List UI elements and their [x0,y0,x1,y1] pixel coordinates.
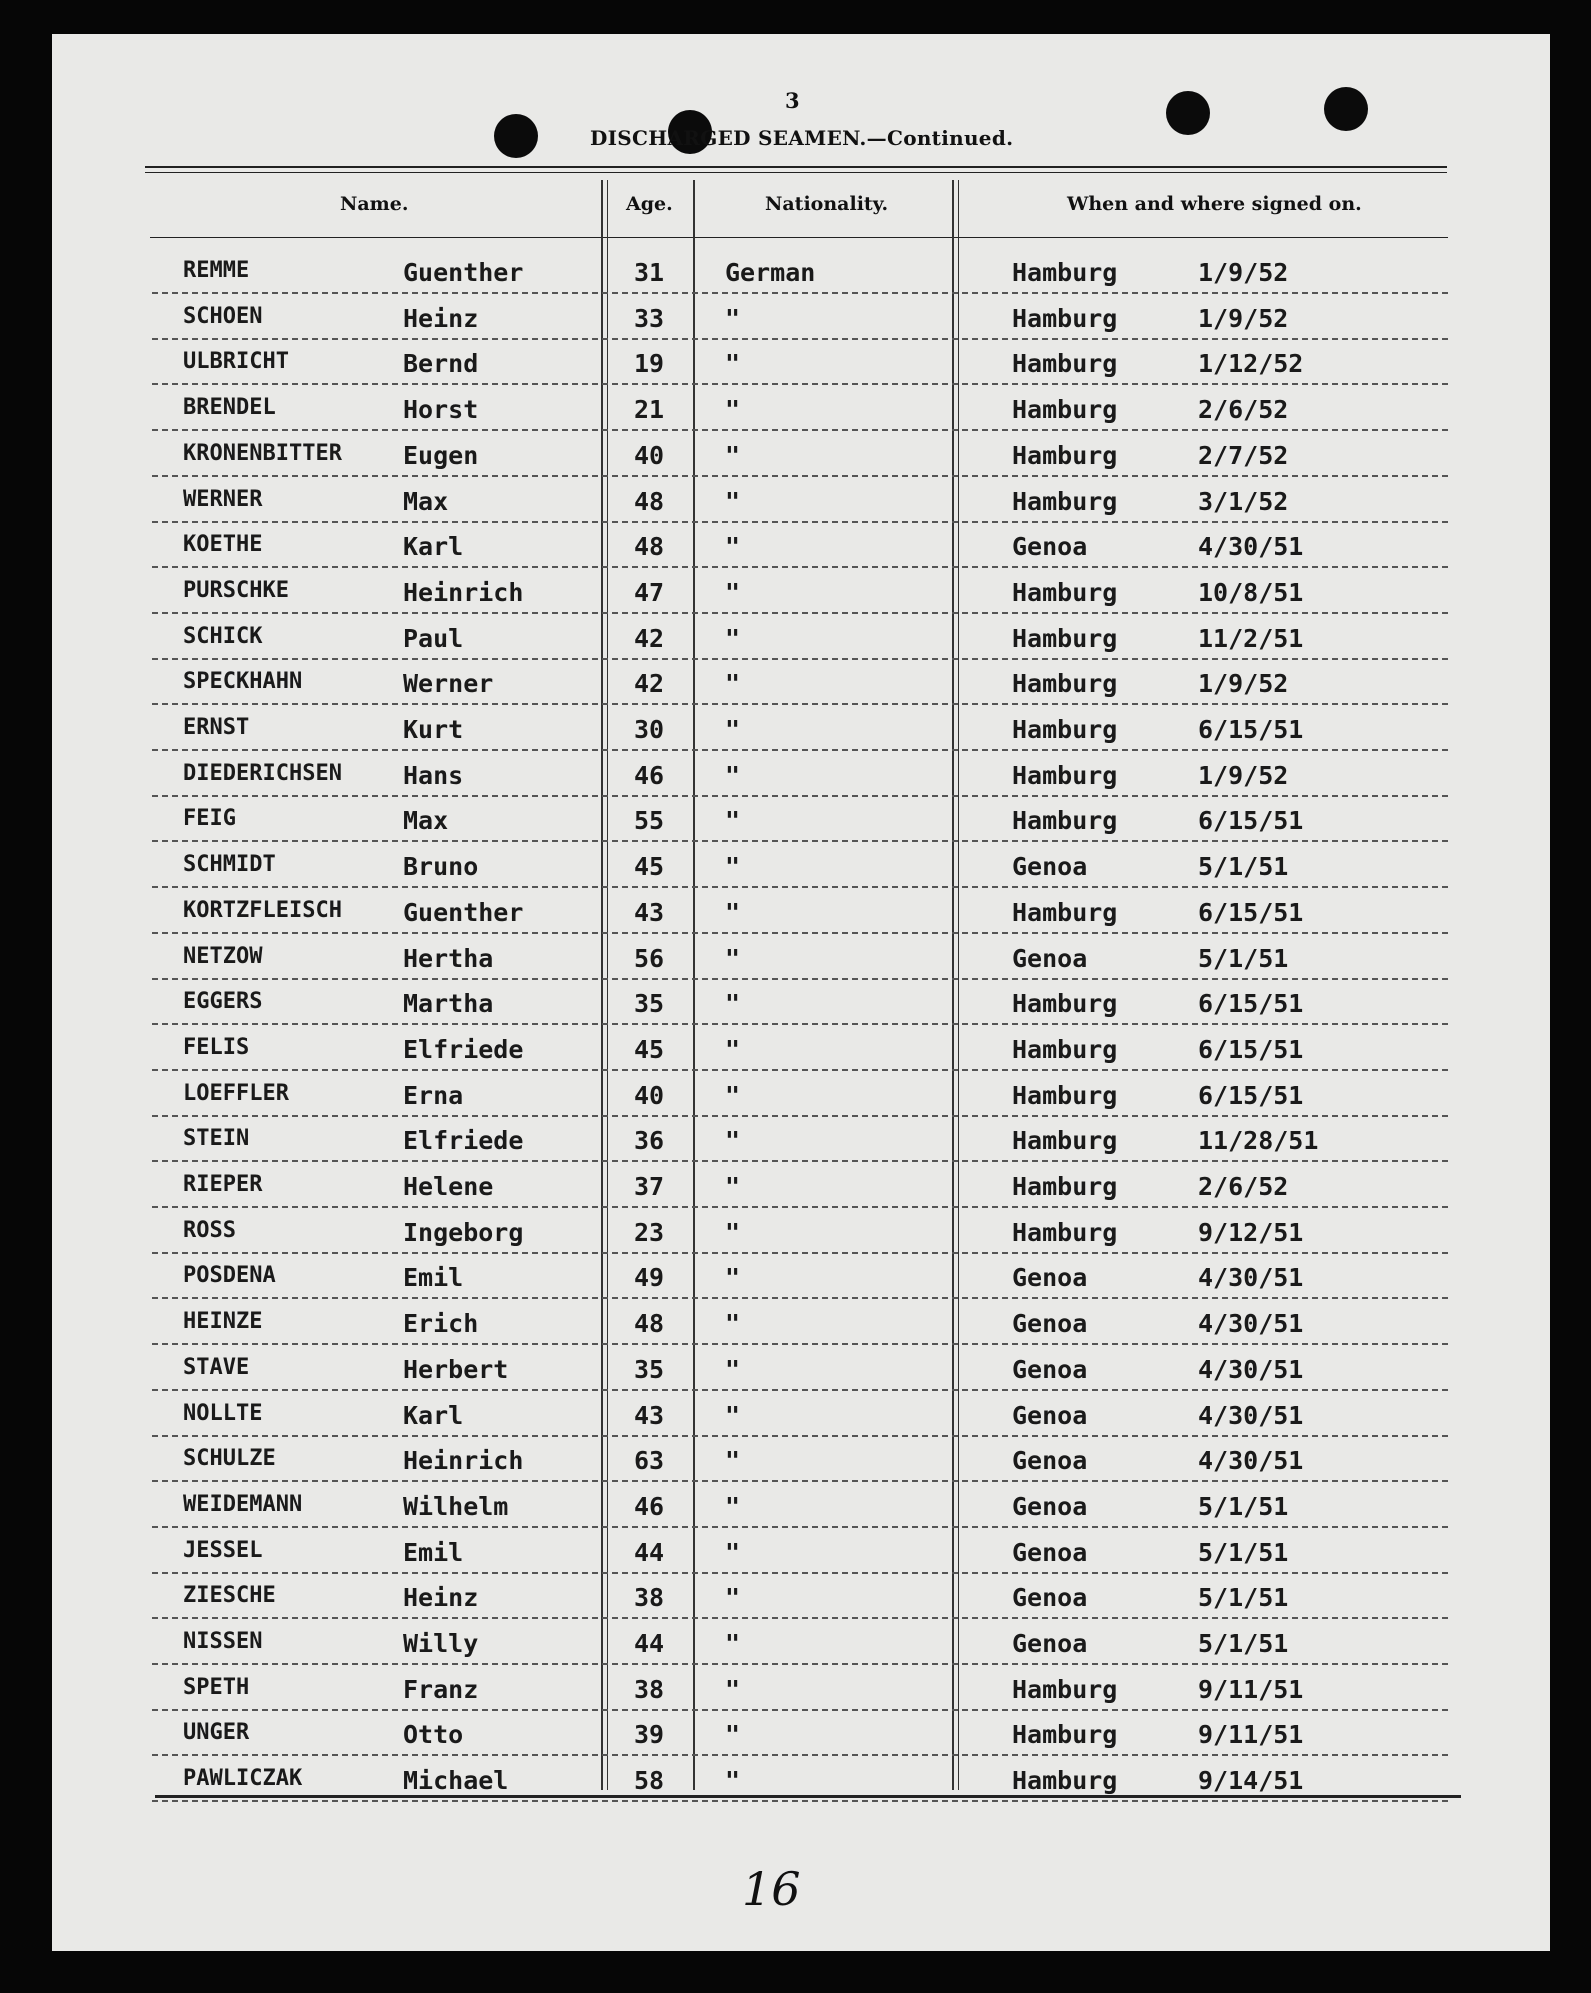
surname-cell: BRENDEL [183,395,276,420]
date-cell: 6/15/51 [1198,715,1304,744]
table-row [0,1484,1591,1530]
age-cell: 58 [634,1766,665,1795]
given-name-cell: Otto [403,1720,464,1749]
port-cell: Hamburg [1012,1035,1118,1064]
given-name-cell: Willy [403,1629,479,1658]
dashed-row-line [152,1663,1448,1665]
dashed-row-line [152,658,1448,660]
given-name-cell: Wilhelm [403,1492,509,1521]
age-cell: 56 [634,944,665,973]
dashed-row-line [152,612,1448,614]
given-name-cell: Bernd [403,349,479,378]
dashed-row-line [152,886,1448,888]
nationality-cell: " [725,349,741,378]
port-cell: Hamburg [1012,624,1118,653]
surname-cell: NETZOW [183,944,263,969]
given-name-cell: Franz [403,1675,479,1704]
given-name-cell: Erich [403,1309,479,1338]
surname-cell: KORTZFLEISCH [183,898,342,923]
dashed-row-line [152,932,1448,934]
column-header-age: Age. [626,193,673,215]
dashed-row-line [152,1160,1448,1162]
table-row [0,387,1591,433]
date-cell: 5/1/51 [1198,852,1289,881]
given-name-cell: Helene [403,1172,494,1201]
age-cell: 43 [634,1401,665,1430]
given-name-cell: Hans [403,761,464,790]
date-cell: 9/14/51 [1198,1766,1304,1795]
port-cell: Genoa [1012,1583,1088,1612]
nationality-cell: " [725,1492,741,1521]
header-rule [145,166,1447,168]
dashed-row-line [152,1115,1448,1117]
dashed-row-line [152,521,1448,523]
given-name-cell: Guenther [403,898,524,927]
column-header-nationality: Nationality. [765,193,889,215]
table-row [0,798,1591,844]
table-row [0,1347,1591,1393]
port-cell: Hamburg [1012,1218,1118,1247]
surname-cell: STEIN [183,1126,250,1151]
given-name-cell: Emil [403,1538,464,1567]
age-cell: 47 [634,578,665,607]
dashed-row-line [152,749,1448,751]
surname-cell: HEINZE [183,1309,263,1334]
nationality-cell: " [725,669,741,698]
port-cell: Genoa [1012,1309,1088,1338]
date-cell: 9/11/51 [1198,1675,1304,1704]
column-header-rule [150,237,1448,238]
surname-cell: FELIS [183,1035,250,1060]
dashed-row-line [152,1754,1448,1756]
date-cell: 6/15/51 [1198,1081,1304,1110]
date-cell: 1/9/52 [1198,304,1289,333]
age-cell: 38 [634,1675,665,1704]
surname-cell: EGGERS [183,989,263,1014]
punch-hole [1324,87,1368,131]
dashed-row-line [152,1297,1448,1299]
port-cell: Hamburg [1012,1172,1118,1201]
date-cell: 5/1/51 [1198,1583,1289,1612]
date-cell: 1/9/52 [1198,669,1289,698]
nationality-cell: " [725,1629,741,1658]
date-cell: 4/30/51 [1198,1355,1304,1384]
age-cell: 35 [634,989,665,1018]
port-cell: Hamburg [1012,1720,1118,1749]
age-cell: 33 [634,304,665,333]
date-cell: 1/9/52 [1198,258,1289,287]
surname-cell: ROSS [183,1218,236,1243]
date-cell: 11/2/51 [1198,624,1304,653]
table-row [0,524,1591,570]
dashed-row-line [152,1389,1448,1391]
surname-cell: RIEPER [183,1172,263,1197]
age-cell: 42 [634,624,665,653]
nationality-cell: " [725,532,741,561]
nationality-cell: " [725,487,741,516]
surname-cell: PURSCHKE [183,578,289,603]
given-name-cell: Martha [403,989,494,1018]
port-cell: Genoa [1012,1355,1088,1384]
date-cell: 1/9/52 [1198,761,1289,790]
table-row [0,1073,1591,1119]
surname-cell: SCHICK [183,624,263,649]
age-cell: 42 [634,669,665,698]
age-cell: 35 [634,1355,665,1384]
dashed-row-line [152,1480,1448,1482]
nationality-cell: " [725,1401,741,1430]
nationality-cell: " [725,578,741,607]
table-row [0,1255,1591,1301]
nationality-cell: " [725,304,741,333]
given-name-cell: Elfriede [403,1035,524,1064]
port-cell: Genoa [1012,1263,1088,1292]
age-cell: 46 [634,1492,665,1521]
table-row [0,250,1591,296]
given-name-cell: Herbert [403,1355,509,1384]
port-cell: Genoa [1012,1492,1088,1521]
table-row [0,1118,1591,1164]
table-row [0,341,1591,387]
age-cell: 46 [634,761,665,790]
surname-cell: JESSEL [183,1538,263,1563]
nationality-cell: German [725,258,816,287]
given-name-cell: Bruno [403,852,479,881]
dashed-row-line [152,1023,1448,1025]
date-cell: 4/30/51 [1198,1309,1304,1338]
surname-cell: DIEDERICHSEN [183,761,342,786]
age-cell: 44 [634,1629,665,1658]
age-cell: 40 [634,441,665,470]
date-cell: 6/15/51 [1198,989,1304,1018]
age-cell: 55 [634,806,665,835]
surname-cell: FEIG [183,806,236,831]
given-name-cell: Michael [403,1766,509,1795]
port-cell: Hamburg [1012,578,1118,607]
dashed-row-line [152,429,1448,431]
surname-cell: NOLLTE [183,1401,263,1426]
port-cell: Hamburg [1012,715,1118,744]
table-row [0,890,1591,936]
table-row [0,479,1591,525]
nationality-cell: " [725,395,741,424]
port-cell: Genoa [1012,532,1088,561]
table-row [0,1667,1591,1713]
age-cell: 49 [634,1263,665,1292]
table-row [0,433,1591,479]
date-cell: 4/30/51 [1198,1401,1304,1430]
age-cell: 37 [634,1172,665,1201]
date-cell: 5/1/51 [1198,1629,1289,1658]
age-cell: 40 [634,1081,665,1110]
given-name-cell: Ingeborg [403,1218,524,1247]
port-cell: Hamburg [1012,761,1118,790]
given-name-cell: Karl [403,1401,464,1430]
dashed-row-line [152,1343,1448,1345]
dashed-row-line [152,338,1448,340]
surname-cell: WERNER [183,487,263,512]
table-row [0,1438,1591,1484]
port-cell: Genoa [1012,852,1088,881]
surname-cell: SPETH [183,1675,250,1700]
dashed-row-line [152,566,1448,568]
date-cell: 9/11/51 [1198,1720,1304,1749]
given-name-cell: Heinz [403,304,479,333]
age-cell: 48 [634,1309,665,1338]
surname-cell: SCHOEN [183,304,263,329]
port-cell: Hamburg [1012,395,1118,424]
port-cell: Genoa [1012,944,1088,973]
age-cell: 44 [634,1538,665,1567]
date-cell: 3/1/52 [1198,487,1289,516]
nationality-cell: " [725,1355,741,1384]
date-cell: 2/6/52 [1198,395,1289,424]
surname-cell: KOETHE [183,532,263,557]
table-row [0,1393,1591,1439]
surname-cell: SCHULZE [183,1446,276,1471]
surname-cell: PAWLICZAK [183,1766,303,1791]
given-name-cell: Eugen [403,441,479,470]
surname-cell: ZIESCHE [183,1583,276,1608]
nationality-cell: " [725,1583,741,1612]
nationality-cell: " [725,1172,741,1201]
date-cell: 2/6/52 [1198,1172,1289,1201]
dashed-row-line [152,1572,1448,1574]
table-row [0,844,1591,890]
column-header-signed-on: When and where signed on. [1067,193,1362,215]
given-name-cell: Heinrich [403,578,524,607]
age-cell: 23 [634,1218,665,1247]
table-row [0,1210,1591,1256]
port-cell: Genoa [1012,1446,1088,1475]
surname-cell: NISSEN [183,1629,263,1654]
port-cell: Hamburg [1012,1766,1118,1795]
dashed-row-line [152,1206,1448,1208]
dashed-row-line [152,1800,1448,1802]
nationality-cell: " [725,1263,741,1292]
given-name-cell: Horst [403,395,479,424]
date-cell: 4/30/51 [1198,1446,1304,1475]
table-row [0,1027,1591,1073]
nationality-cell: " [725,1309,741,1338]
punch-hole [1166,91,1210,135]
date-cell: 11/28/51 [1198,1126,1319,1155]
punch-hole [494,114,538,158]
table-row [0,936,1591,982]
page-heading: DISCHARGED SEAMEN.—Continued. [590,126,1014,150]
port-cell: Hamburg [1012,304,1118,333]
dashed-row-line [152,292,1448,294]
port-cell: Hamburg [1012,258,1118,287]
table-row [0,1621,1591,1667]
dashed-row-line [152,703,1448,705]
table-bottom-rule [155,1795,1461,1798]
table-row [0,1301,1591,1347]
table-row [0,981,1591,1027]
date-cell: 5/1/51 [1198,1492,1289,1521]
table-row [0,753,1591,799]
given-name-cell: Kurt [403,715,464,744]
given-name-cell: Hertha [403,944,494,973]
dashed-row-line [152,1252,1448,1254]
nationality-cell: " [725,944,741,973]
port-cell: Hamburg [1012,1126,1118,1155]
nationality-cell: " [725,715,741,744]
given-name-cell: Heinrich [403,1446,524,1475]
nationality-cell: " [725,1081,741,1110]
nationality-cell: " [725,806,741,835]
nationality-cell: " [725,1218,741,1247]
given-name-cell: Heinz [403,1583,479,1612]
given-name-cell: Guenther [403,258,524,287]
nationality-cell: " [725,852,741,881]
age-cell: 21 [634,395,665,424]
surname-cell: UNGER [183,1720,250,1745]
table-row [0,1164,1591,1210]
age-cell: 45 [634,852,665,881]
table-row [0,616,1591,662]
age-cell: 43 [634,898,665,927]
page-number: 3 [785,88,800,113]
date-cell: 6/15/51 [1198,806,1304,835]
port-cell: Hamburg [1012,989,1118,1018]
table-row [0,1530,1591,1576]
nationality-cell: " [725,989,741,1018]
surname-cell: SPECKHAHN [183,669,303,694]
nationality-cell: " [725,1766,741,1795]
given-name-cell: Elfriede [403,1126,524,1155]
dashed-row-line [152,475,1448,477]
age-cell: 45 [634,1035,665,1064]
surname-cell: WEIDEMANN [183,1492,303,1517]
nationality-cell: " [725,761,741,790]
header-rule [145,172,1447,173]
date-cell: 5/1/51 [1198,1538,1289,1567]
nationality-cell: " [725,1720,741,1749]
nationality-cell: " [725,1675,741,1704]
age-cell: 39 [634,1720,665,1749]
age-cell: 31 [634,258,665,287]
port-cell: Genoa [1012,1401,1088,1430]
date-cell: 4/30/51 [1198,532,1304,561]
surname-cell: REMME [183,258,250,283]
port-cell: Hamburg [1012,669,1118,698]
dashed-row-line [152,1526,1448,1528]
port-cell: Hamburg [1012,898,1118,927]
age-cell: 30 [634,715,665,744]
table-row [0,1575,1591,1621]
dashed-row-line [152,1617,1448,1619]
age-cell: 63 [634,1446,665,1475]
date-cell: 6/15/51 [1198,1035,1304,1064]
nationality-cell: " [725,1538,741,1567]
surname-cell: KRONENBITTER [183,441,342,466]
surname-cell: LOEFFLER [183,1081,289,1106]
given-name-cell: Werner [403,669,494,698]
dashed-row-line [152,978,1448,980]
date-cell: 9/12/51 [1198,1218,1304,1247]
given-name-cell: Erna [403,1081,464,1110]
nationality-cell: " [725,441,741,470]
given-name-cell: Max [403,487,449,516]
nationality-cell: " [725,1035,741,1064]
nationality-cell: " [725,1446,741,1475]
table-row [0,1712,1591,1758]
table-row [0,661,1591,707]
given-name-cell: Max [403,806,449,835]
given-name-cell: Emil [403,1263,464,1292]
surname-cell: SCHMIDT [183,852,276,877]
port-cell: Hamburg [1012,1675,1118,1704]
port-cell: Hamburg [1012,349,1118,378]
date-cell: 1/12/52 [1198,349,1304,378]
nationality-cell: " [725,1126,741,1155]
dashed-row-line [152,840,1448,842]
dashed-row-line [152,383,1448,385]
table-row [0,296,1591,342]
age-cell: 48 [634,487,665,516]
dashed-row-line [152,1435,1448,1437]
dashed-row-line [152,795,1448,797]
nationality-cell: " [725,898,741,927]
dashed-row-line [152,1709,1448,1711]
date-cell: 6/15/51 [1198,898,1304,927]
age-cell: 36 [634,1126,665,1155]
handwritten-note: 16 [742,1862,801,1916]
dashed-row-line [152,1069,1448,1071]
port-cell: Genoa [1012,1538,1088,1567]
surname-cell: POSDENA [183,1263,276,1288]
port-cell: Hamburg [1012,441,1118,470]
table-row [0,570,1591,616]
date-cell: 4/30/51 [1198,1263,1304,1292]
date-cell: 2/7/52 [1198,441,1289,470]
port-cell: Genoa [1012,1629,1088,1658]
given-name-cell: Karl [403,532,464,561]
given-name-cell: Paul [403,624,464,653]
date-cell: 5/1/51 [1198,944,1289,973]
surname-cell: ERNST [183,715,250,740]
age-cell: 38 [634,1583,665,1612]
port-cell: Hamburg [1012,1081,1118,1110]
table-row [0,707,1591,753]
surname-cell: STAVE [183,1355,250,1380]
date-cell: 10/8/51 [1198,578,1304,607]
nationality-cell: " [725,624,741,653]
port-cell: Hamburg [1012,806,1118,835]
column-header-name: Name. [340,193,409,215]
surname-cell: ULBRICHT [183,349,289,374]
age-cell: 48 [634,532,665,561]
age-cell: 19 [634,349,665,378]
port-cell: Hamburg [1012,487,1118,516]
